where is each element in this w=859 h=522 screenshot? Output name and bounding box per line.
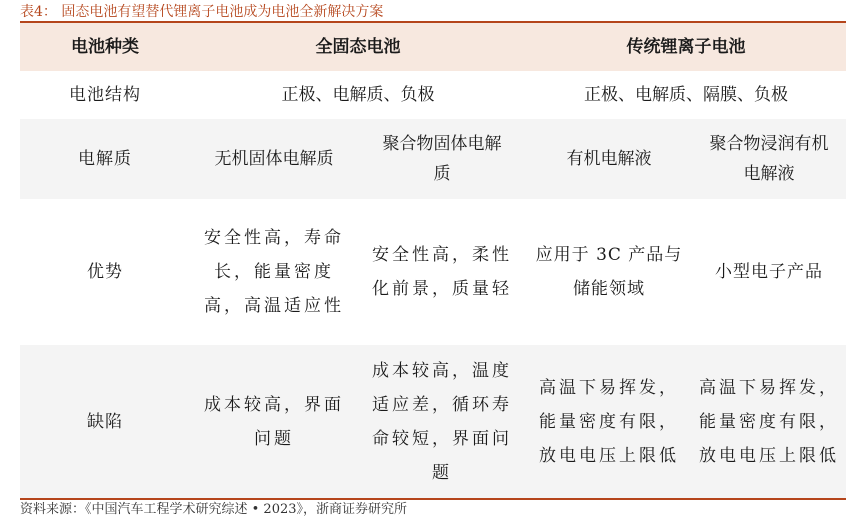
cell-advantage-organic: 应用于 3C 产品与储能领域 <box>535 245 683 299</box>
row-label-electrolyte: 电解质 <box>20 119 190 199</box>
cell-disadvantage-gel: 高温下易挥发，能量密度有限，放电电压上限低 <box>692 345 846 498</box>
cell-advantage-polymer: 安全性高，柔性化前景，质量轻 <box>372 245 512 299</box>
header-li-ion: 传统锂离子电池 <box>526 23 846 71</box>
cell-disadvantage-organic: 高温下易挥发，能量密度有限，放电电压上限低 <box>526 345 692 498</box>
cell-advantage-gel: 小型电子产品 <box>715 262 823 282</box>
header-row <box>20 23 846 71</box>
header-solid-state: 全固态电池 <box>190 23 526 71</box>
cell-advantage-inorganic: 安全性高，寿命长，能量密度高，高温适应性 <box>204 228 344 316</box>
cell-structure-liion: 正极、电解质、隔膜、负极 <box>584 85 788 105</box>
cell-electrolyte-organic: 有机电解液 <box>526 119 692 199</box>
cell-text: 聚合物浸润有机电解液 <box>709 134 829 184</box>
header-battery-type: 电池种类 <box>20 23 190 71</box>
table-row <box>20 345 846 498</box>
table-row <box>20 199 846 345</box>
cell-electrolyte-gel <box>692 119 846 199</box>
source-note: 资料来源：《中国汽车工程学术研究综述 • 2023》，浙商证券研究所 <box>20 502 408 517</box>
row-label-structure: 电池结构 <box>69 85 141 105</box>
cell-electrolyte-inorganic <box>190 119 358 199</box>
cell-disadvantage-inorganic: 成本较高，界面问题 <box>190 345 358 498</box>
table-row <box>20 71 846 119</box>
cell-structure-solid: 正极、电解质、负极 <box>281 85 435 105</box>
table-row <box>20 119 846 199</box>
table-caption: 表4： 固态电池有望替代锂离子电池成为电池全新解决方案 <box>20 4 384 20</box>
cell-disadvantage-polymer: 成本较高，温度适应差，循环寿命较短，界面问题 <box>358 345 526 498</box>
row-label-disadvantage: 缺陷 <box>20 345 190 498</box>
comparison-table <box>20 23 846 498</box>
cell-text: 无机固体电解质 <box>214 149 334 169</box>
row-label-advantage: 优势 <box>87 262 123 282</box>
cell-electrolyte-polymer <box>358 119 526 199</box>
cell-text: 聚合物固体电解质 <box>382 134 502 184</box>
